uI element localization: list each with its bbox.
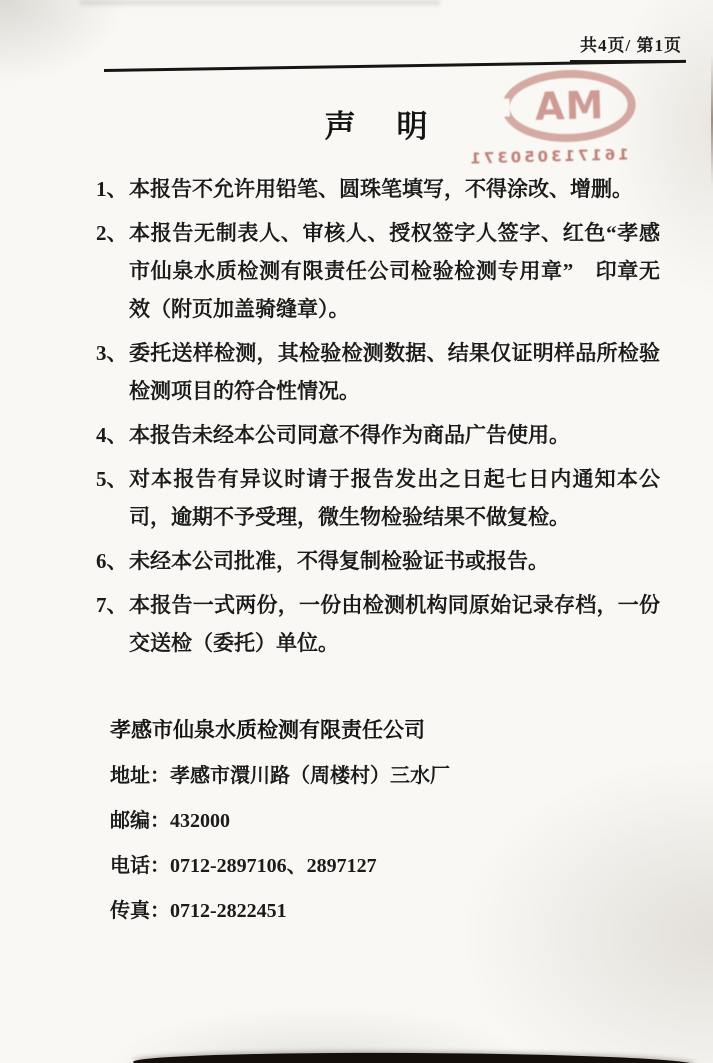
company-postcode: 邮编：432000 bbox=[110, 810, 230, 832]
statement-number: 6、 bbox=[96, 549, 128, 573]
statement-number: 4、 bbox=[96, 423, 128, 447]
company-phone: 电话：0712-2897106、2897127 bbox=[110, 855, 377, 877]
statement-number: 2、 bbox=[96, 221, 128, 245]
statement-item-4 bbox=[96, 416, 660, 454]
company-fax: 传真：0712-2822451 bbox=[110, 900, 287, 922]
statement-number: 5、 bbox=[96, 467, 128, 491]
company-address: 地址：孝感市澴川路（周楼村）三水厂 bbox=[110, 765, 450, 787]
statement-text: 本报告不允许用铅笔、圆珠笔填写，不得涂改、增删。 bbox=[129, 177, 633, 201]
statement-text: 本报告未经本公司同意不得作为商品广告使用。 bbox=[129, 423, 570, 447]
statement-item-1 bbox=[96, 170, 660, 208]
statement-item-5 bbox=[96, 460, 660, 536]
page-title: 声 明 bbox=[324, 109, 433, 144]
statement-item-6 bbox=[96, 542, 660, 580]
statement-number: 7、 bbox=[96, 593, 128, 617]
statements-list bbox=[96, 170, 660, 668]
statement-text: 未经本公司批准，不得复制检验证书或报告。 bbox=[129, 549, 549, 573]
statement-text: 对本报告有异议时请于报告发出之日起七日内通知本公司，逾期不予受理，微生物检验结果不做复检。 bbox=[129, 467, 660, 529]
cma-stamp-letters: MA bbox=[533, 83, 604, 129]
statement-text: 本报告无制表人、审核人、授权签字人签字、红色“孝感市仙泉水质检测有限责任公司检验检测专用章” 印章无效（附页加盖骑缝章）。 bbox=[129, 221, 660, 321]
statement-text: 委托送样检测，其检验检测数据、结果仅证明样品所检验检测项目的符合性情况。 bbox=[129, 341, 660, 403]
statement-number: 1、 bbox=[96, 177, 128, 201]
cma-stamp-number: 161713050371 bbox=[467, 145, 629, 168]
page-number: 共4页/ 第1页 bbox=[570, 31, 686, 62]
statement-item-3 bbox=[96, 334, 660, 410]
statement-number: 3、 bbox=[96, 341, 128, 365]
statement-text: 本报告一式两份，一份由检测机构同原始记录存档，一份交送检（委托）单位。 bbox=[129, 593, 660, 655]
scan-bottom-edge bbox=[133, 1052, 695, 1063]
scan-top-smudge bbox=[80, 0, 440, 5]
statement-item-7 bbox=[96, 586, 660, 662]
statement-item-2 bbox=[96, 214, 660, 328]
company-info-block bbox=[110, 706, 450, 931]
company-name: 孝感市仙泉水质检测有限责任公司 bbox=[110, 718, 425, 742]
